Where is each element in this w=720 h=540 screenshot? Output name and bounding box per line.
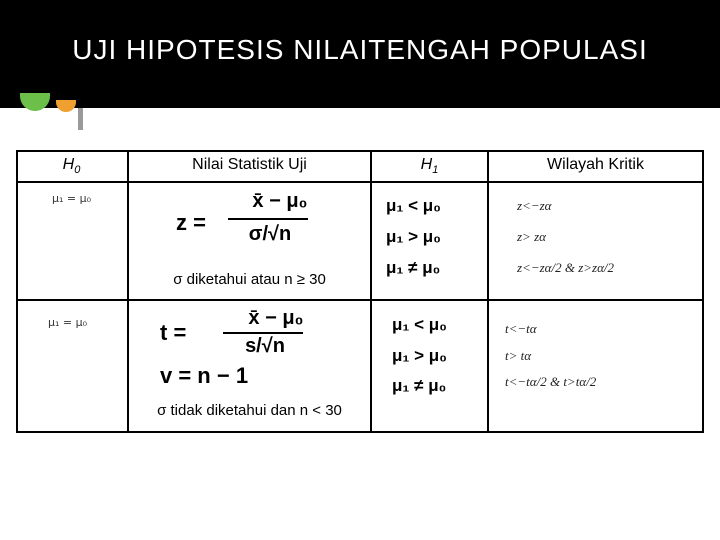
row1-h1-greater: μ₁ > μ₀ bbox=[386, 227, 441, 246]
header-h1-sub: 1 bbox=[432, 164, 439, 176]
row2-stat-numerator: x̄ − μ₀ bbox=[248, 307, 304, 329]
hypothesis-table bbox=[16, 150, 704, 433]
row-separator bbox=[16, 299, 704, 301]
row1-h1-notequal: μ₁ ≠ μ₀ bbox=[386, 258, 441, 277]
title-bar bbox=[0, 0, 720, 108]
header-h1-main: H bbox=[420, 156, 433, 173]
table-border-right bbox=[702, 150, 704, 433]
row1-h0: μ₁ = μ₀ bbox=[52, 192, 92, 205]
header-h1 bbox=[372, 156, 487, 174]
row1-condition: σ diketahui atau n ≥ 30 bbox=[173, 271, 326, 288]
row2-h0: μ₁ = μ₀ bbox=[48, 316, 88, 329]
row1-stat-lhs: z = bbox=[176, 210, 206, 235]
row2-stat-lhs: t = bbox=[160, 320, 187, 345]
row2-critical-right: t> tα bbox=[505, 348, 532, 363]
row1-fraction-bar bbox=[228, 218, 308, 220]
header-critical-region: Wilayah Kritik bbox=[547, 156, 644, 173]
column-separator-2 bbox=[370, 150, 372, 433]
row2-fraction-bar bbox=[223, 332, 303, 334]
header-h0-sub: 0 bbox=[74, 164, 81, 176]
row2-h1-greater: μ₁ > μ₀ bbox=[392, 346, 447, 365]
row1-critical-right: z> zα bbox=[517, 229, 546, 244]
header-h0-main: H bbox=[62, 156, 75, 173]
column-separator-3 bbox=[487, 150, 489, 433]
decorative-green-shape bbox=[20, 93, 50, 111]
row2-stat-df: v = n − 1 bbox=[160, 363, 249, 388]
table-border-top bbox=[16, 150, 704, 152]
slide-title: UJI HIPOTESIS NILAITENGAH POPULASI bbox=[72, 34, 648, 65]
row2-h1-notequal: μ₁ ≠ μ₀ bbox=[392, 376, 447, 395]
header-separator bbox=[16, 181, 704, 183]
row2-h1-less: μ₁ < μ₀ bbox=[392, 315, 447, 334]
row1-h1-less: μ₁ < μ₀ bbox=[386, 196, 441, 215]
decorative-gray-bar bbox=[78, 108, 83, 130]
row2-critical-two-sided: t<−tα/2 & t>tα/2 bbox=[505, 374, 597, 389]
row1-critical-two-sided: z<−zα/2 & z>zα/2 bbox=[517, 260, 615, 275]
row2-condition: σ tidak diketahui dan n < 30 bbox=[157, 402, 342, 419]
header-statistic: Nilai Statistik Uji bbox=[192, 156, 307, 173]
header-h0 bbox=[16, 156, 127, 174]
table-border-bottom bbox=[16, 431, 704, 433]
row1-critical-left: z<−zα bbox=[517, 198, 552, 213]
row2-stat-denominator: s/√n bbox=[245, 335, 285, 357]
row1-stat-denominator: σ/√n bbox=[248, 223, 292, 245]
decorative-orange-shape bbox=[56, 100, 76, 112]
column-separator-1 bbox=[127, 150, 129, 433]
row1-stat-numerator: x̄ − μ₀ bbox=[252, 190, 308, 212]
row2-critical-left: t<−tα bbox=[505, 321, 537, 336]
table-border-left bbox=[16, 150, 18, 433]
